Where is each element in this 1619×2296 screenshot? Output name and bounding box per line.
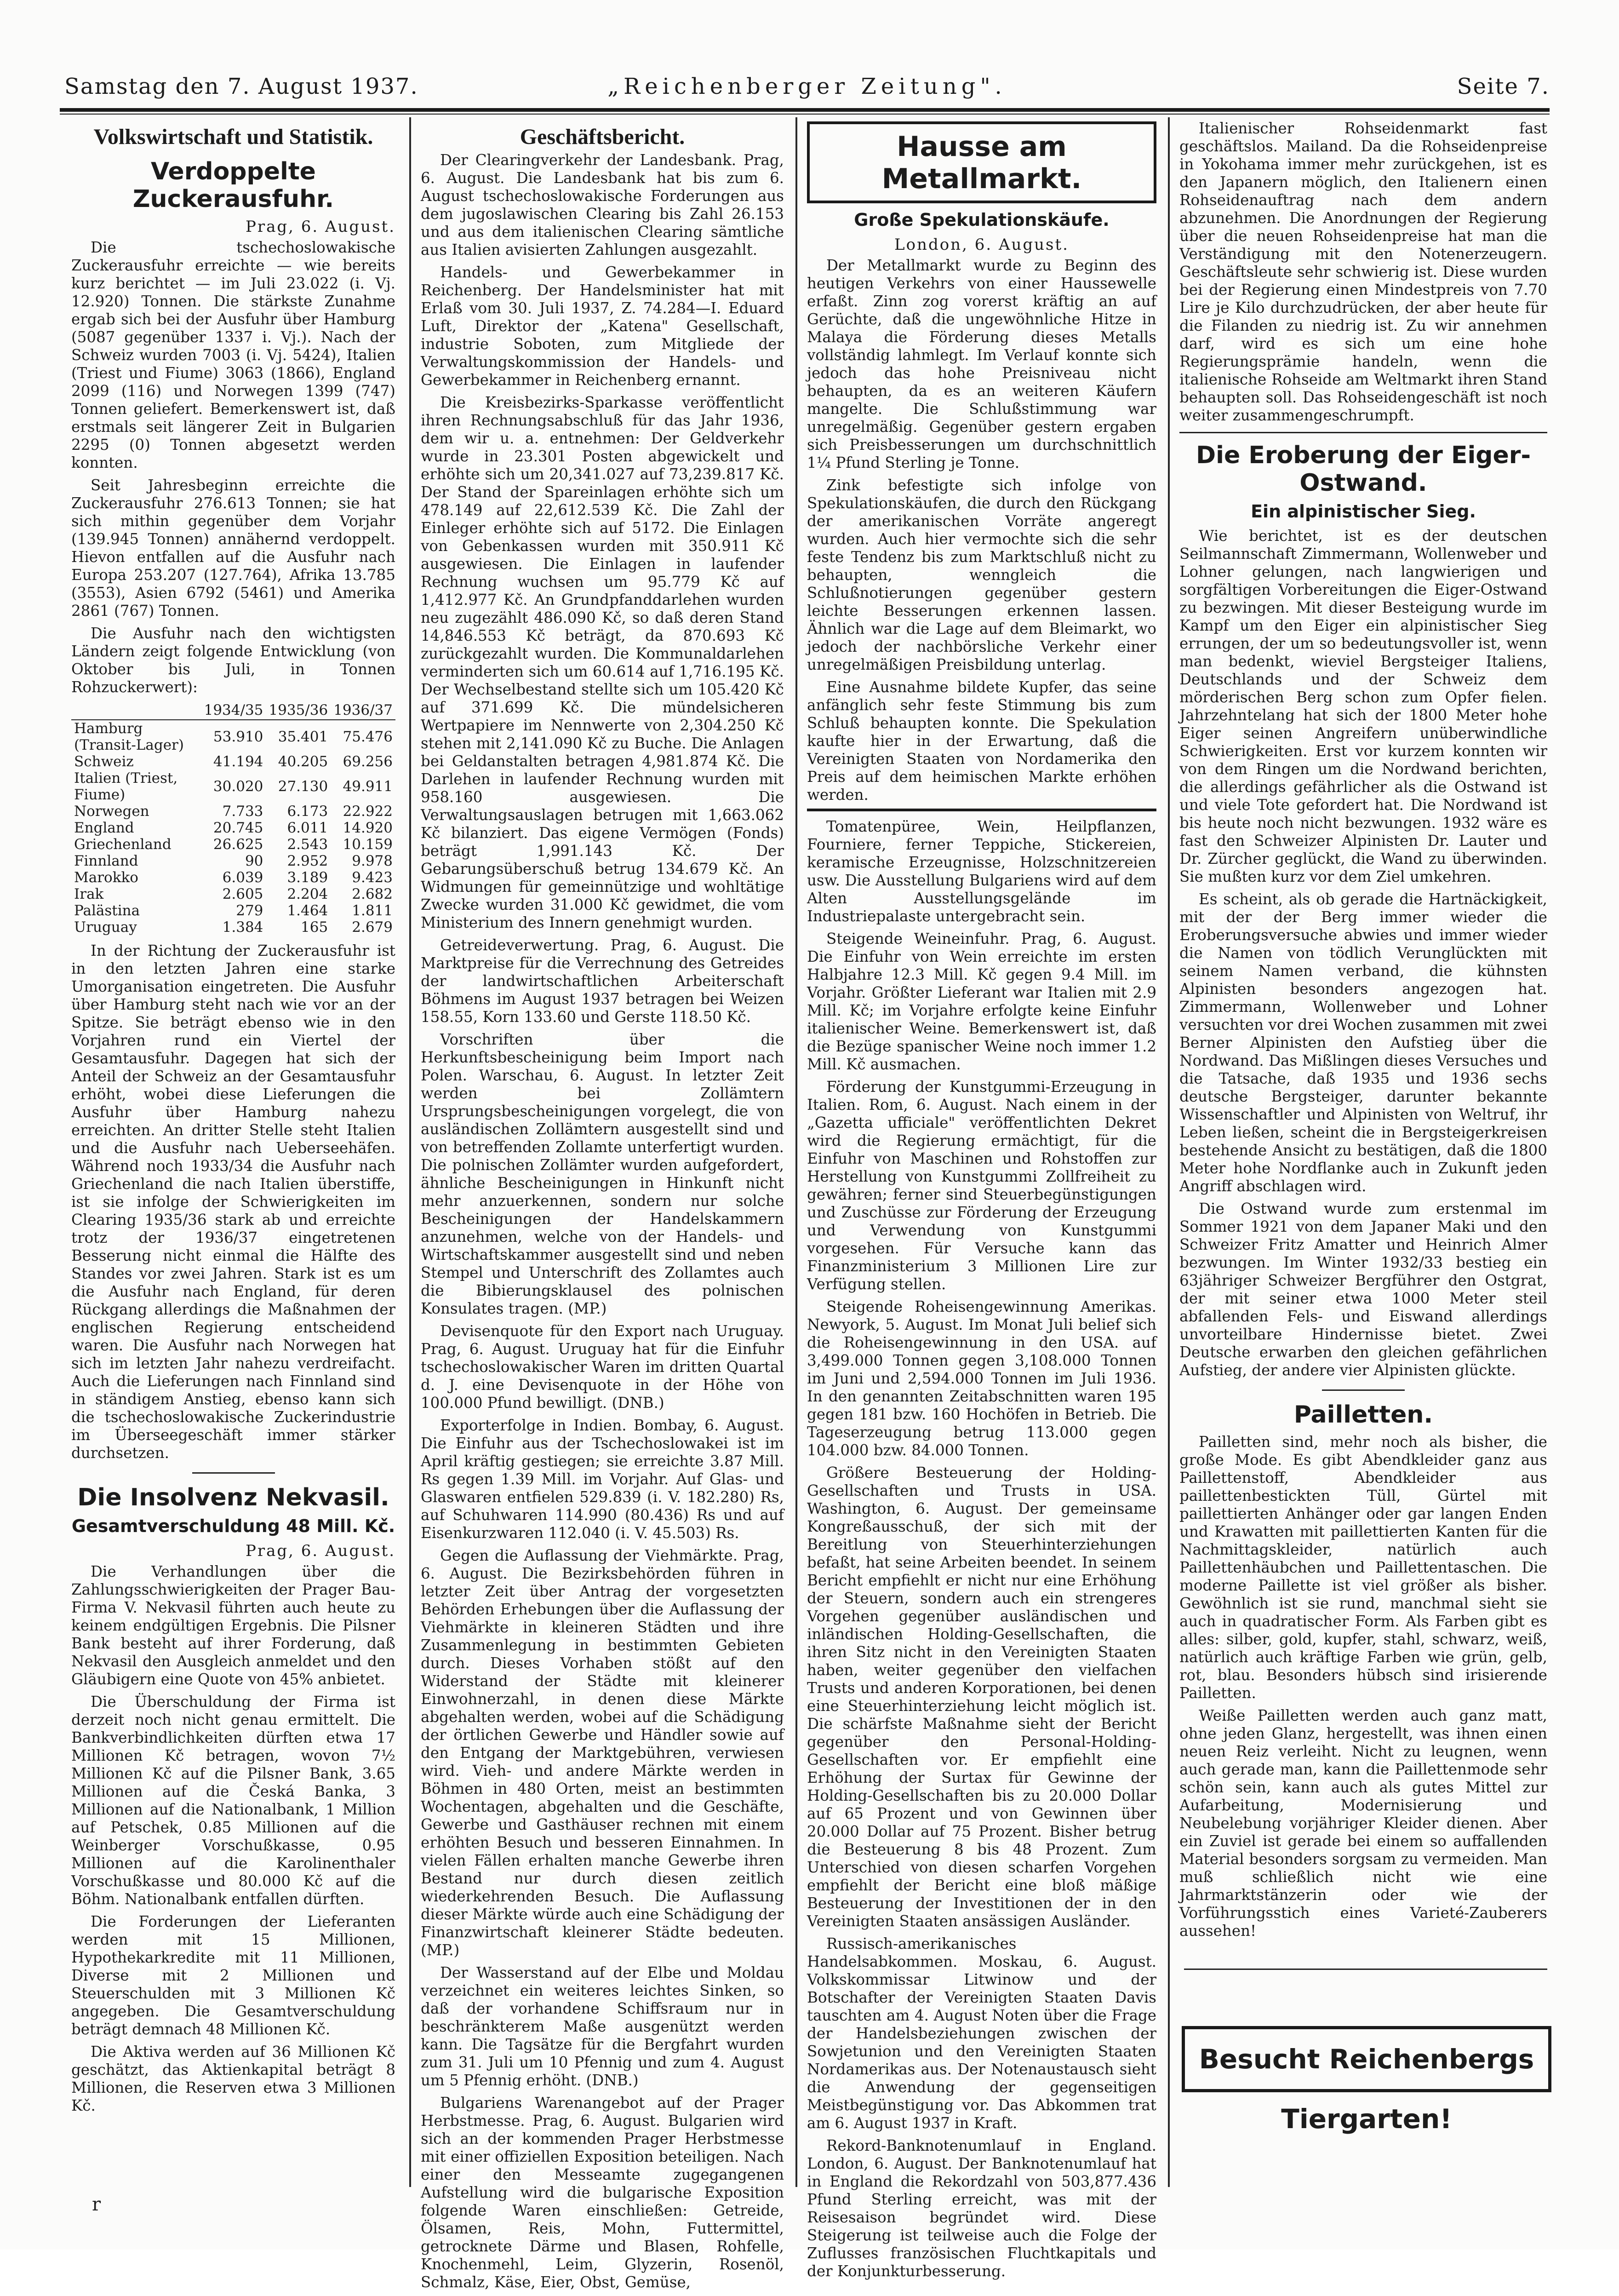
table-cell: Uruguay <box>74 919 137 936</box>
header-page-number: Seite 7. <box>1457 74 1550 99</box>
table-header-cell: 1934/35 <box>201 701 266 720</box>
table-cell: 279 <box>236 902 263 919</box>
table-row <box>71 753 395 770</box>
section-heading-economy: Volkswirtschaft und Statistik. <box>93 125 373 149</box>
table-cell: 165 <box>301 919 328 936</box>
header-rule <box>60 108 1550 112</box>
table-header-cell: 1936/37 <box>331 701 395 720</box>
table-row <box>71 869 395 886</box>
header-rule-thin <box>60 114 1550 115</box>
news-item: Größere Besteuerung der Holding-Gesellschaften und Trusts in USA. Washington, 6. August. Der gemeinsame Kongreßausschuß, der sich mit der Bereitlung von Steuerhinterziehungen befaßt, hat seine Arbeiten beendet. In seinem Bericht empfiehlt er nicht nur eine Erhöhung der Steuern, sondern auch ein strengeres Vorgehen gegenüber ausländischen und inländischen Holding-Gesellschaften, die ihren Sitz nicht in den Vereinigten Staaten haben, weiter gegenüber den vielfachen Trusts und anderen Korporationen, bei denen eine Steuerhinterziehung leicht möglich ist. Die schärfste Maßnahme sieht der Bericht gegenüber den Personal-Holding-Gesellschaften vor. Er empfiehlt eine Erhöhung der Surtax für Gewinne der Holding-Gesellschaften bis zu 20.000 Dollar auf 65 Prozent und von Gewinnen über 20.000 Dollar auf 75 Prozent. Bisher betrug die Besteuerung 8 bis 48 Prozent. Zum Unterschied von diesen scharfen Vorgehen empfiehlt der Bericht eine bloß mäßige Besteuerung der Investitionen der in den Vereinigten Staaten ansässigen Ausländer. <box>807 1464 1156 1930</box>
table-cell: 22.922 <box>343 803 393 820</box>
table-row <box>71 803 395 820</box>
table-row <box>71 853 395 869</box>
table-cell: 30.020 <box>213 778 263 795</box>
table-cell: Hamburg (Transit-Lager) <box>74 720 184 753</box>
article-dateline: Prag, 6. August. <box>245 218 395 236</box>
news-item: Devisenquote für den Export nach Uruguay. Prag, 6. August. Uruguay hat für die Einfuhr tschechoslowakischer Waren im dritten Quartal d. J. eine Devisenquote in der Höhe von 100.000 Pfund bewilligt. (DNB.) <box>421 1322 784 1412</box>
table-header-cell <box>71 701 201 720</box>
table-cell: 35.401 <box>278 729 328 745</box>
table-cell: Irak <box>74 886 104 902</box>
article-dateline: London, 6. August. <box>894 235 1069 254</box>
table-cell: 1.384 <box>222 919 263 936</box>
news-item: Russisch-amerikanisches Handelsabkommen. Moskau, 6. August. Volkskommissar Litwinow und der Botschafter der Vereinigten Staaten Davis tauschten am 4. August Noten über die Frage der Handelsbeziehungen zwischen der Sowjetunion und den Vereinigten Staaten Nordamerikas aus. Der Notenaustausch sieht die Anwendung der gegenseitigen Meistbegünstigung vor. Das Abkommen trat am 6. August 1937 in Kraft. <box>807 1935 1156 2132</box>
column-divider-1 <box>409 117 411 2187</box>
table-cell: 20.745 <box>213 820 263 836</box>
table-cell: 9.423 <box>352 869 393 886</box>
table-row <box>71 902 395 919</box>
header-date: Samstag den 7. August 1937. <box>64 74 418 99</box>
news-item: Exporterfolge in Indien. Bombay, 6. August. Die Einfuhr aus der Tschechoslowakei ist im April kräftig gestiegen; sie erreichte 3.87 Mill. Rs gegen 1.39 Mill. im Vorjahr. Auf Glas- und Glaswaren entfielen 529.839 (i. V. 182.280) Rs, auf Schuhwaren 114.990 (80.436) Rs und auf Eisenkurzwaren 112.040 (i. V. 45.503) Rs. <box>421 1417 784 1542</box>
table-cell: Italien (Triest, Fiume) <box>74 770 178 803</box>
article-paragraph: Pailletten sind, mehr noch als bisher, die große Mode. Es gibt Abendkleider ganz aus Paillettenstoff, Abendkleider aus paillettenbestickten Tüll, Gürtel mit paillettierten Anhänger oder gar langen Enden und Krawatten mit paillettierten Kanten für die Nachmittagskleider, natürlich auch Paillettenhäubchen und Paillettentaschen. Die moderne Paillette ist viel größer als bisher. Gewöhnlich ist sie rund, manchmal sieht sie auch in quadratischer Form. Als Farben gibt es alles: silber, gold, kupfer, stahl, schwarz, weiß, natürlich auch kräftige Farben wie grün, gelb, rot, blau. Besonders hübsch sind irisierende Pailletten. <box>1179 1433 1547 1702</box>
table-cell: 9.978 <box>352 853 393 869</box>
article-paragraph: Zink befestigte sich infolge von Spekulationskäufen, die durch den Rückgang der amerikanischen Vorräte angeregt wurden. Auch hier vermochte sich die sehr feste Tendenz bis zum Marktschluß nicht zu behaupten, wenngleich die Schlußnotierungen gegenüber gestern leichte Besserungen erkennen lassen. Ähnlich war die Lage auf dem Bleimarkt, wo jedoch der nachbörsliche Verkehr einer unregelmäßigen Preisbildung unterlag. <box>807 476 1156 673</box>
article-paragraph: Die Verhandlungen über die Zahlungsschwierigkeiten der Prager Bau-Firma V. Nekvasil führten auch heute zu keinem endgültigen Ergebnis. Die Pilsner Bank besteht auf ihrer Forderung, daß Nekvasil den Ausgleich anmeldet und den Gläubigern eine Quote von 45% anbietet. <box>71 1563 395 1688</box>
article-paragraph: Die tschechoslowakische Zuckerausfuhr erreichte — wie bereits kurz berichtet — im Juli 23.022 (i. Vj. 12.920) Tonnen. Die stärkste Zunahme ergab sich bei der Ausfuhr über Hamburg (5087 gegenüber 1337 i. Vj.). Nach der Schweiz wurden 7003 (i. Vj. 5424), Italien (Triest und Fiume) 3063 (1866), England 2099 (116) und Norwegen 1399 (747) Tonnen geliefert. Bemerkenswert ist, daß erstmals seit längerer Zeit in Bulgarien 2295 (0) Tonnen abgesetzt werden konnten. <box>71 239 395 471</box>
article-paragraph: Die Überschuldung der Firma ist derzeit noch nicht genau ermittelt. Die Bankverbindlichkeiten dürften etwa 17 Millionen Kč betragen, wovon 7½ Millionen Kč auf die Pilsner Bank, 3.65 Millionen auf die Česká Banka, 3 Millionen auf die Nationalbank, 1 Million auf Petschek, 0.85 Millionen auf die Weinberger Vorschußkasse, 0.95 Millionen auf die Karolinenthaler Vorschußkasse und 80.000 Kč auf die Böhm. Nationalbank entfallen dürften. <box>71 1693 395 1908</box>
page-header <box>64 69 1550 101</box>
table-cell: 27.130 <box>278 778 328 795</box>
article-title-metals: Hausse am Metallmarkt. <box>881 131 1082 195</box>
table-cell: 14.920 <box>343 820 393 836</box>
table-cell: 53.910 <box>213 729 263 745</box>
table-row <box>71 836 395 853</box>
table-cell: 2.204 <box>287 886 328 902</box>
table-cell: 49.911 <box>343 778 393 795</box>
table-cell: 2.543 <box>287 836 328 853</box>
article-paragraph: Der Metallmarkt wurde zu Beginn des heutigen Verkehrs von einer Haussewelle erfaßt. Zinn zog vorerst kräftig an auf Gerüchte, daß die ungewöhnliche Hitze in Malaya die Förderung dieses Metalls vollständig lahmlegt. Im Verlauf konnte sich jedoch das hohe Preisniveau nicht behaupten, da es an weiteren Käufern mangelte. Die Schlußstimmung war unregelmäßig. Gegenüber gestern ergaben sich Preisbesserungen um durchschnittlich 1¼ Pfund Sterling je Tonne. <box>807 257 1156 471</box>
article-paragraph: Die Ostwand wurde zum erstenmal im Sommer 1921 von dem Japaner Maki und den Schweizer Fritz Amatter und Heinrich Almer bezwungen. Im Winter 1932/33 bestieg ein 63jähriger Schweizer Bergführer den Ostgrat, der mit seiner etwa 1000 Meter steil abfallenden Fels- und Eiswand allerdings unvorteilbare Hindernisse bietet. Zwei Deutsche erwarben den gleichen gefährlichen Aufstieg, der andere vier Alpinisten glückte. <box>1179 1200 1547 1379</box>
header-masthead: „Reichenberger Zeitung". <box>607 74 1007 99</box>
news-item: Tomatenpüree, Wein, Heilpflanzen, Fourniere, ferner Teppiche, Stickereien, keramische Erzeugnisse, Holzschnitzereien usw. Die Ausstellung Bulgariens wird auf dem Alten Ausstellungsgelände im Industriepalaste untergebracht sein. <box>807 818 1156 925</box>
table-cell: Griechenland <box>74 836 172 853</box>
article-paragraph: Es scheint, als ob gerade die Hartnäckigkeit, mit der der Berg immer wieder die Eroberungsversuche abwies und immer wieder die Namen von tödlich Verunglückten mit seinem Namen verband, die kühnsten Alpinisten besonders angezogen hat. Zimmermann, Wollenweber und Lohner versuchten vor drei Wochen zusammen mit zwei Berner Alpinisten den Aufstieg über die Nordwand. Das Mißlingen dieses Versuches und die Tatsache, daß 1935 und 1936 sechs deutsche Bergsteiger, darunter bekannte Wissenschaftler und Alpinisten von Weltruf, ihr Leben ließen, scheint die in Bergsteigerkreisen bestehende Ansicht zu bestätigen, daß die 1800 Meter hohe Nordflanke auch in Zukunft jeden Angriff abschlagen wird. <box>1179 890 1547 1195</box>
column-3 <box>807 120 1156 2285</box>
table-cell: 1.464 <box>287 902 328 919</box>
news-item: Rekord-Banknotenumlauf in England. London, 6. August. Der Banknotenumlauf hat in England die Rekordzahl von 503,877.436 Pfund Sterling erreicht, was mit der Reisesaison begründet wird. Diese Steigerung ist teilweise auch die Folge der Zuflusses französischen Fluchtkapitals und der Konjunkturbesserung. <box>807 2137 1156 2280</box>
article-dateline: Prag, 6. August. <box>245 1542 395 1560</box>
table-cell: 2.952 <box>287 853 328 869</box>
table-cell: 2.679 <box>352 919 393 936</box>
news-item: Der Clearingverkehr der Landesbank. Prag, 6. August. Die Landesbank hat bis zum 6. August tschechoslowakische Forderungen aus dem jugoslawischen Clearing bis Zahl 26.153 und aus dem italienischen Clearing sämtliche aus Italien avisierten Zahlungen ausgezahlt. <box>421 151 784 258</box>
table-cell: 6.173 <box>287 803 328 820</box>
table-cell: 40.205 <box>278 753 328 770</box>
column-2 <box>421 120 784 2296</box>
article-paragraph: Eine Ausnahme bildete Kupfer, das seine anfänglich sehr feste Stimmung bis zum Schluß behaupten konnte. Die Spekulation kaufte hier in der Erwartung, daß die Vereinigten Staaten von Nordamerika den Preis auf dem heimischen Markte erhöhen werden. <box>807 678 1156 804</box>
footer-mark: r <box>92 2194 101 2215</box>
article-title-sequins: Pailletten. <box>1293 1401 1433 1429</box>
table-header-cell: 1935/36 <box>266 701 331 720</box>
table-row <box>71 886 395 902</box>
news-item: Getreideverwertung. Prag, 6. August. Die Marktpreise für die Verrechnung des Getreides der landwirtschaftlichen Arbeiterschaft Böhmens im August 1937 betragen bei Weizen 158.55, Korn 133.60 und Gerste 118.50 Kč. <box>421 936 784 1026</box>
news-item: Gegen die Auflassung der Viehmärkte. Prag, 6. August. Die Bezirksbehörden führen in letzter Zeit über Antrag der vorgesetzten Behörden Erhebungen über die Auflassung der Viehmärkte in kleineren Städten und ihre Zusammenlegung in bestimmten Gebieten durch. Dieses Vorhaben stößt auf den Widerstand der Städte mit kleinerer Einwohnerzahl, in denen diese Märkte abgehalten werden, wobei auf die Schädigung der örtlichen Gewerbe und Händler sowie auf den Entgang der Marktgebühren, verwiesen wird. Vieh- und andere Märkte werden in Böhmen in 480 Orten, meist an bestimmten Wochentagen, abgehalten und die Geschäfte, Gewerbe und Gasthäuser rechnen mit einem erhöhten Besuch und besseren Einnahmen. In vielen Fällen erhalten manche Gewerbe ihren Bestand nur durch diesen zeitlich wiederkehrenden Besuch. Die Auflassung dieser Märkte würde auch eine Schädigung der Finanzwirtschaft kleinerer Städte bedeuten. (MP.) <box>421 1547 784 1959</box>
ad-rule <box>1184 1969 1547 1970</box>
news-item: Förderung der Kunstgummi-Erzeugung in Italien. Rom, 6. August. Nach einem in der „Gazetta ufficiale" veröffentlichten Dekret wird die Regierung ermächtigt, für die Einfuhr von Maschinen und Rohstoffen zur Herstellung von Kunstgummi Zollfreiheit zu gewähren; ferner sind Steuerbegünstigungen und Zuschüsse zur Förderung der Erzeugung und Verwendung von Kunstgummi vorgesehen. Für Versuche kann das Finanzministerium 3 Millionen Lire zur Verfügung stellen. <box>807 1078 1156 1293</box>
zoo-advertisement: Besucht Reichenbergs Tiergarten! <box>1182 2026 1551 2092</box>
table-cell: Marokko <box>74 869 138 886</box>
table-cell: 6.011 <box>287 820 328 836</box>
column-divider-3 <box>1168 117 1170 2187</box>
table-cell: Finnland <box>74 853 138 869</box>
article-paragraph: Die Aktiva werden auf 36 Millionen Kč geschätzt, das Aktienkapital beträgt 8 Millionen, die Reserven etwa 3 Millionen Kč. <box>71 2043 395 2114</box>
table-cell: 26.625 <box>213 836 263 853</box>
news-item: Steigende Roheisengewinnung Amerikas. Newyork, 5. August. Im Monat Juli belief sich die Roheisengewinnung in den USA. auf 3,499.000 Tonnen gegen 3,108.000 Tonnen im Juni und 2,594.000 Tonnen im Juli 1936. In den genannten Zeitabschnitten waren 195 gegen 181 bzw. 160 Hochöfen in Betrieb. Die Tageserzeugung betrug 113.000 gegen 104.000 bzw. 84.000 Tonnen. <box>807 1298 1156 1459</box>
table-row <box>71 770 395 803</box>
table-cell: 41.194 <box>213 753 263 770</box>
table-row <box>71 820 395 836</box>
table-row <box>71 720 395 753</box>
article-separator <box>192 1472 275 1474</box>
article-rule <box>807 809 1156 811</box>
table-cell: 90 <box>245 853 263 869</box>
article-paragraph: Seit Jahresbeginn erreichte die Zuckerausfuhr 276.613 Tonnen; sie hat sich mithin gegenüber dem Vorjahr (139.945 Tonnen) annähernd verdoppelt. Hievon entfallen auf die Ausfuhr nach Europa 253.207 (127.764), Afrika 13.785 (3553), Asien 6792 (5461) und Amerika 2861 (767) Tonnen. <box>71 476 395 620</box>
article-headline-box <box>807 121 1156 203</box>
article-title-insolvency: Die Insolvenz Nekvasil. <box>77 1484 389 1511</box>
article-paragraph: Die Forderungen der Lieferanten werden mit 15 Millionen, Hypothekarkredite mit 11 Millionen, Diverse mit 2 Millionen und Steuerschulden mit 3 Millionen Kč angegeben. Die Gesamtverschuldung beträgt demnach 48 Millionen Kč. <box>71 1913 395 2038</box>
table-cell: 1.811 <box>352 902 393 919</box>
table-cell: England <box>74 820 134 836</box>
column-1 <box>71 120 395 2119</box>
article-paragraph: Wie berichtet, ist es der deutschen Seilmannschaft Zimmermann, Wollenweber und Lohner gelungen, nach langwierigen und sorgfältigen Vorbereitungen die Eiger-Ostwand zu bezwingen. Mit dieser Besteigung wurde im Kampf um den Eiger ein alpinistischer Sieg errungen, der um so bedeutungsvoller ist, wenn man bedenkt, wieviel Bergsteiger Italiens, Deutschlands und der Schweiz dem mörderischen Berg schon zum Opfer fielen. Jahrzehntelang hat sich der 1800 Meter hohe Eiger seinen Angreifern unüberwindliche Schwierigkeiten. Erst vor kurzem konnten wir von dem Ringen um die Nordwand berichten, die allerdings gefährlicher als die Ostwand ist und viele Tote gefordert hat. Die Nordwand ist bis heute noch nicht bezwungen. 1932 wäre es fast den Schweizer Alpinisten Dr. Lauter und Dr. Zürcher geglückt, die Wand zu überwinden. Sie mußten kurz vor dem Ziel umkehren. <box>1179 527 1547 885</box>
news-item: Vorschriften über die Herkunftsbescheinigung beim Import nach Polen. Warschau, 6. August. In letzter Zeit werden bei Zollämtern Ursprungsbescheinigungen vorgelegt, die von ausländischen Zollämtern ausgestellt sind und von betreffenden Zollamte unterfertigt wurden. Die polnischen Zollämter wurden aufgefordert, ähnliche Bescheinigungen in Hinkunft nicht mehr anzuerkennen, sondern nur solche Bescheinigungen der Handelskammern anzunehmen, welche von der Handels- und Wirtschaftskammer ausgestellt sind und neben Stempel und Unterschrift des Zollamtes auch die Bibierungsklausel des polnischen Konsulates tragen. (MP.) <box>421 1031 784 1317</box>
news-item: Steigende Weineinfuhr. Prag, 6. August. Die Einfuhr von Wein erreichte im ersten Halbjahre 12.3 Mill. Kč gegen 9.4 Mill. im Vorjahr. Größter Lieferant war Italien mit 2.9 Mill. Kč; im Vorjahre erfolgte keine Einfuhr italienischer Weine. Bemerkenswert ist, daß die Bezüge spanischer Weine noch immer 1.2 Mill. Kč ausmachen. <box>807 930 1156 1073</box>
table-cell: Schweiz <box>74 753 134 770</box>
table-cell: 7.733 <box>222 803 263 820</box>
article-rule <box>1179 432 1547 433</box>
table-cell: 10.159 <box>343 836 393 853</box>
column-4 <box>1179 120 1547 1945</box>
table-cell: 75.476 <box>343 729 393 745</box>
article-paragraph: Weiße Pailletten werden auch ganz matt, ohne jeden Glanz, hergestellt, was ihnen einen neuen Reiz verleiht. Nicht zu leugnen, wenn auch gerade man, kann die Paillettenmode sehr schön sein, kann auch als gutes Mittel zur Aufarbeitung, Modernisierung und Neubelebung vorjähriger Kleider dienen. Aber ein Zuviel ist gerade bei einem so auffallenden Material besonders sorgsam zu vermeiden. Man muß schließlich nicht wie eine Jahrmarktstänzerin oder wie der Vorführungsstich eines Varieté-Zauberers aussehen! <box>1179 1707 1547 1940</box>
article-subtitle: Gesamtverschuldung 48 Mill. Kč. <box>71 1516 395 1536</box>
table-cell: 2.682 <box>352 886 393 902</box>
article-paragraph: Die Ausfuhr nach den wichtigsten Ländern zeigt folgende Entwicklung (von Oktober bis Juli, in Tonnen Rohzuckerwert): <box>71 625 395 696</box>
news-item: Bulgariens Warenangebot auf der Prager Herbstmesse. Prag, 6. August. Bulgarien wird sich an der kommenden Prager Herbstmesse mit einer offiziellen Exposition beteiligen. Nach einer den Messeamte zugegangenen Aufstellung wird die bulgarische Exposition folgende Waren einschließen: Getreide, Ölsamen, Reis, Mohn, Futtermittel, getrocknete Därme und Blasen, Rohfelle, Knochenmehl, Leim, Glyzerin, Rosenöl, Schmalz, Käse, Eier, Obst, Gemüse, <box>421 2094 784 2291</box>
table-row <box>71 919 395 936</box>
table-cell: Norwegen <box>74 803 149 820</box>
article-paragraph: In der Richtung der Zuckerausfuhr ist in den letzten Jahren eine starke Umorganisation eingetreten. Die Ausfuhr über Hamburg steht nach wie vor an der Spitze. Sie beträgt ebenso wie in den Vorjahren rund ein Viertel der Gesamtausfuhr. Dagegen hat sich der Anteil der Schweiz an der Gesamtausfuhr erhöht, wobei diese Lieferungen die Ausfuhr über Hamburg nahezu erreichten. An dritter Stelle steht Italien und die Ausfuhr nach Ueberseehäfen. Während noch 1933/34 die Ausfuhr nach Griechenland die nach Italien überstiffe, ist sie infolge der Schwierigkeiten im Clearing 1935/36 stark ab und erreichte trotz der 1936/37 eingetretenen Besserung nicht einmal die Hälfte des Standes vor zwei Jahren. Stark ist es um die Ausfuhr nach England, für deren Rückgang allerdings die Maßnahmen der englischen Regierung entscheidend waren. Die Ausfuhr nach Norwegen hat sich im letzten Jahr nahezu verdreifacht. Auch die Lieferungen nach Finnland sind in ständigem Anstieg, ebenso kann sich die tschechoslowakische Zuckerindustrie im Überseegeschäft immer stärker durchsetzen. <box>71 942 395 1462</box>
article-subtitle: Ein alpinistischer Sieg. <box>1251 501 1476 522</box>
article-subtitle: Große Spekulationskäufe. <box>854 210 1110 230</box>
sugar-export-table <box>71 701 395 936</box>
table-cell: 2.605 <box>222 886 263 902</box>
article-title-eiger: Die Eroberung der Eiger-Ostwand. <box>1196 442 1531 497</box>
table-cell: Palästina <box>74 902 140 919</box>
article-title-sugar: Verdoppelte Zuckerausfuhr. <box>132 158 334 213</box>
news-item: Die Kreisbezirks-Sparkasse veröffentlicht ihren Rechnungsabschluß für das Jahr 1936, dem wir u. a. entnehmen: Der Geldverkehr wurde in 23.301 Posten abgewickelt und erhöhte sich um 20,341.027 auf 73,239.817 Kč. Der Stand der Spareinlagen erhöhte sich um 478.149 auf 22,612.539 Kč. Die Zahl der Einleger erhöhte sich auf 5172. Die Einlagen von Gebenkassen wurden mit 350.911 Kč ausgewiesen. Die Einlagen in laufender Rechnung wuchsen um 95.779 Kč auf 1,412.977 Kč. An Grundpfanddarlehen wurden neu zugezählt 486.090 Kč, so daß deren Stand 14,846.553 Kč beträgt, da 870.693 Kč zurückgezahlt wurden. Die Kommunaldarlehen verminderten sich um 60.614 auf 1,716.195 Kč. Der Wechselbestand stellte sich um 105.420 Kč auf 371.699 Kč. Die mündelsicheren Wertpapiere im Nennwerte von 2,304.250 Kč stehen mit 2,141.090 Kč zu Buche. Die Anlagen bei Geldanstalten betragen 4,981.874 Kč. Die Darlehen in laufender Rechnung wurden mit 958.160 ausgewiesen. Die Verwaltungsauslagen betrugen mit 1,663.062 Kč bilanziert. Das eigene Vermögen (Fonds) beträgt 1,991.143 Kč. Der Gebarungsüberschuß betrug 134.679 Kč. An Widmungen für gemeinnützige und wohltätige Zwecke wurden 31.000 Kč gewidmet, die vom Ministerium des Innern genehmigt wurden. <box>421 394 784 931</box>
table-cell: 69.256 <box>343 753 393 770</box>
article-separator <box>1322 1389 1405 1391</box>
news-item: Handels- und Gewerbekammer in Reichenberg. Der Handelsminister hat mit Erlaß vom 30. Juli 1937, Z. 74.284—I. Eduard Luft, Direktor der „Katena" Gesellschaft, industrie Soboten, zum Mitgliede der Verwaltungskommission der Handels- und Gewerbekammer in Reichenberg ernannt. <box>421 264 784 389</box>
table-cell: 6.039 <box>222 869 263 886</box>
news-item: Der Wasserstand auf der Elbe und Moldau verzeichnet ein weiteres leichtes Sinken, so daß der vorhandene Schiffsraum nur in beschränkterem Maße ausgenützt werden kann. Die Tagsätze für die Bergfahrt wurden zum 31. Juli um 10 Pfennig und zum 4. August um 5 Pfennig erhöht. (DNB.) <box>421 1964 784 2089</box>
article-paragraph: Italienischer Rohseidenmarkt fast geschäftslos. Mailand. Da die Rohseidenpreise in Yokohama immer mehr zurückgehen, ist es den Japanern möglich, den Italienern einen Rohseidenauftrag nach dem andern abzunehmen. Die Anordnungen der Regierung über die neuen Rohseidenpreise hat man die Verständigung mit den Notenerzeugern. Geschäftsleute sehr schwierig ist. Diese wurden bei der Regierung einen Mindestpreis von 7.70 Lire je Kilo durchzudrücken, der aber heute für die Filanden zu niedrig ist. Zu wir annehmen darf, wird es sich um eine hohe Regierungsprämie handeln, wenn die italienische Rohseide am Weltmarkt ihren Stand behaupten soll. Das Rohseidengeschäft ist noch weiter zusammengeschrumpft. <box>1179 120 1547 424</box>
column-divider-2 <box>795 117 797 2187</box>
table-cell: 3.189 <box>287 869 328 886</box>
section-heading-business: Geschäftsbericht. <box>520 125 685 149</box>
